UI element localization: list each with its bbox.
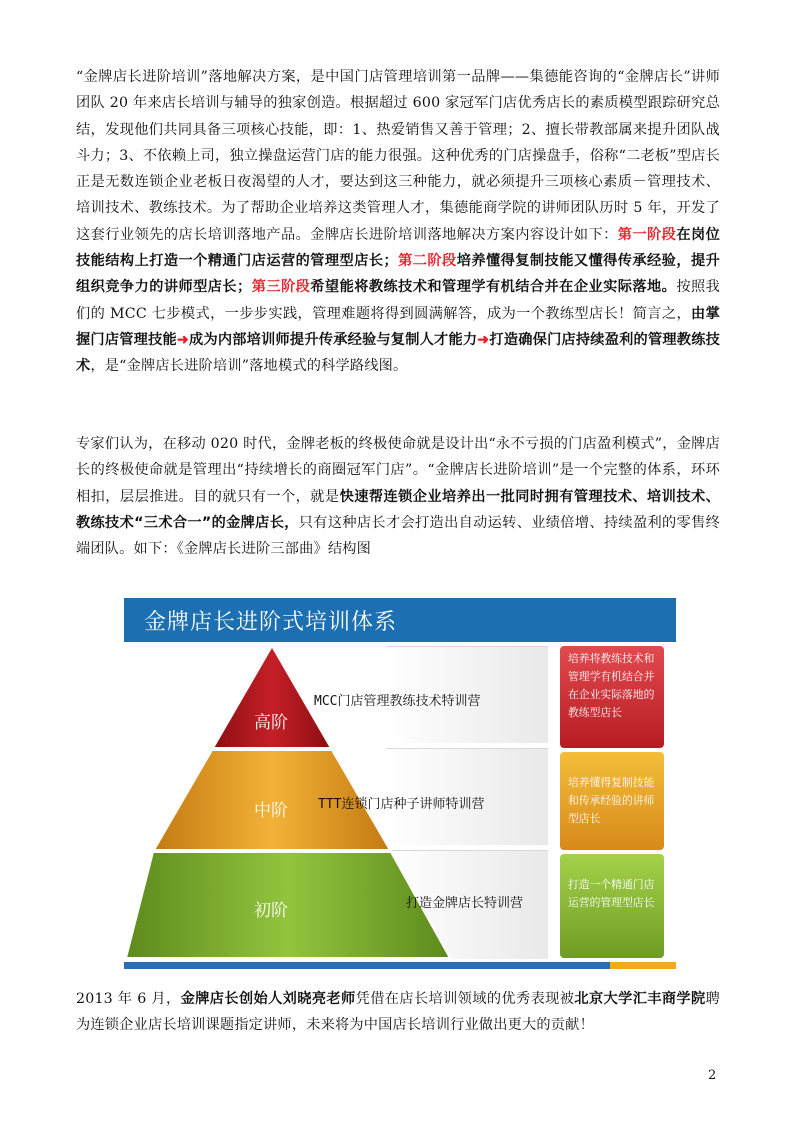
route-step-three: 打造确保门店持续盈利的管理教练技术 xyxy=(76,331,721,375)
course-advanced: MCC门店管理教练技术特训营 xyxy=(314,694,481,709)
course-beginner: 打造金牌店长特训营 xyxy=(406,896,524,911)
expert-bold-text: 快速帮连锁企业培养出一批同时拥有管理技术、培训技术、教练技术“三术合一”的金牌店长， xyxy=(76,488,720,531)
training-system-figure xyxy=(124,598,676,969)
expert-tail-text: 只有这种店长才会打造出自动运转、业绩倍增、持续盈利的零售终端团队。如下：《金牌店长进阶三部曲》结构图 xyxy=(76,514,720,558)
route-step-two: 成为内部培训师提升传承经验与复制人才能力 xyxy=(189,331,478,348)
advanced-description-box: 培养将教练技术和管理学有机结合并在企业实际落地的教练型店长 xyxy=(560,646,664,748)
intro-paragraph xyxy=(76,64,720,380)
arrow-right-icon: ➜ xyxy=(477,331,490,348)
tier-label-intermediate: 中阶 xyxy=(254,801,288,821)
stage-three-label: 第三阶段 xyxy=(251,279,311,296)
intro-text: “金牌店长进阶培训”落地解决方案，是中国门店管理培训第一品牌——集德能咨询的“金牌店长”讲师团队 20 年来店长培训与辅导的独家创造。根据超过 600 家冠军门店优秀店长的素质模型跟踪研究总结，发现他们共同具备三项核心技能，即：1、热爱销售又善于管理；2、擅长带教部属来提升团队战斗力；3、不依赖上司，独立操盘运营门店的能力很强。这种优秀的门店操盘手，俗称“二老板”型店长正是无数连锁企业老板日夜渴望的人才，要达到这三种能力，就必须提升三项核心素质－管理技术、培训技术、教练技术。为了帮助企业培养这类管理人才，集德能商学院的讲师团队历时 5 年，开发了这套行业领先的店长培训落地产品。金牌店长进阶培训落地解决方案内容设计如下： xyxy=(76,69,720,243)
school-name: 北京大学汇丰商学院 xyxy=(574,991,706,1007)
stage-one-text: 在岗位技能结构上打造一个精通门店运营的管理型店长； xyxy=(76,226,720,270)
mcc-text: 按照我们的 MCC 七步模式，一步步实践，管理难题将得到圆满解答，成为一个教练型店长！简言之， xyxy=(76,279,720,322)
closing-text: 凭借在店长培训领域的优秀表现被 xyxy=(355,991,575,1007)
closing-tail-text: 聘为连锁企业店长培训课题指定讲师，未来将为中国店长培训行业做出更大的贡献！ xyxy=(76,991,720,1034)
beginner-description-box: 打造一个精通门店运营的管理型店长 xyxy=(560,854,664,958)
tier-label-advanced: 高阶 xyxy=(254,713,288,733)
stage-two-label: 第二阶段 xyxy=(397,253,457,270)
closing-paragraph xyxy=(76,986,720,1039)
route-step-one: 由掌握门店管理技能 xyxy=(76,305,720,348)
route-tail-text: ，是“金牌店长进阶培训”落地模式的科学路线图。 xyxy=(90,358,408,375)
stage-one-label: 第一阶段 xyxy=(617,226,677,243)
closing-date: 2013 年 6 月， xyxy=(76,991,181,1007)
pyramid-bottom-tier xyxy=(126,852,450,958)
expert-paragraph xyxy=(76,431,720,562)
stage-two-text: 培养懂得复制技能又懂得传承经验，提升组织竞争力的讲师型店长； xyxy=(76,253,720,296)
figure-bottom-bar xyxy=(124,962,676,969)
stage-three-text: 希望能将教练技术和管理学有机结合并在企业实际落地。 xyxy=(310,279,677,296)
tier-label-beginner: 初阶 xyxy=(254,901,288,921)
page-number: 2 xyxy=(708,1068,717,1083)
founder-name: 金牌店长创始人刘晓亮老师 xyxy=(180,991,356,1007)
intermediate-description-box: 培养懂得复制技能和传承经验的讲师型店长 xyxy=(560,752,664,850)
course-intermediate: TTT连锁门店种子讲师特训营 xyxy=(318,797,485,812)
arrow-right-icon: ➜ xyxy=(176,331,189,348)
expert-text: 专家们认为，在移动 020 时代，金牌老板的终极使命就是设计出“永不亏损的门店盈利模式”，金牌店长的终极使命就是管理出“持续增长的商圈冠军门店”。“金牌店长进阶培训”是一个完整的体系，环环相扣，层层推进。目的就只有一个，就是 xyxy=(76,436,720,505)
figure-title: 金牌店长进阶式培训体系 xyxy=(144,610,398,635)
